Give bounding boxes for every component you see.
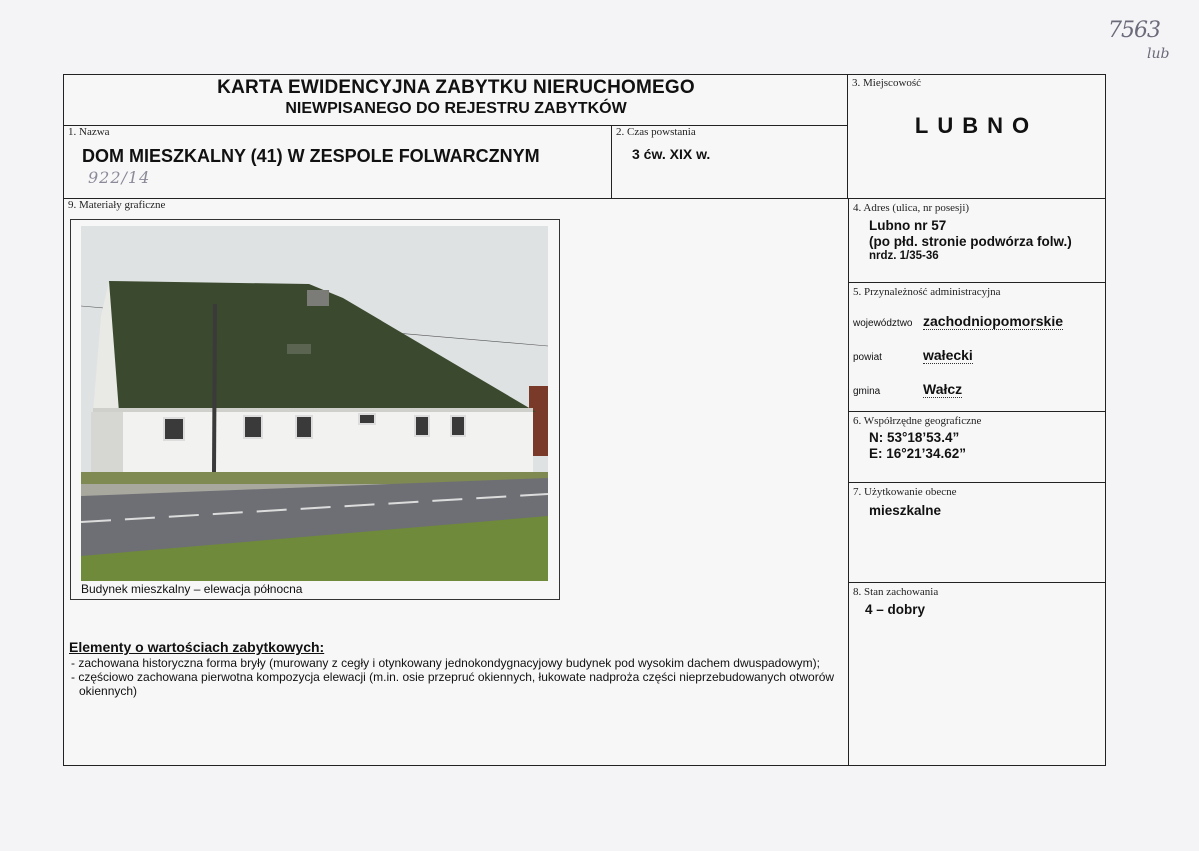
wspolrzedne-field (848, 412, 1105, 483)
gmina-value: Wałcz (923, 381, 963, 397)
card-title: KARTA EWIDENCYJNA ZABYTKU NIERUCHOMEGO (217, 77, 695, 98)
handwritten-initials: lub (1147, 46, 1170, 62)
gmina-label: gmina (853, 386, 881, 397)
przynaleznosc-field (848, 283, 1105, 412)
nazwa-field (64, 126, 612, 199)
przynaleznosc-label: 5. Przynależność administracyjna (853, 286, 1001, 298)
longitude-value: E: 16°21’34.62” (869, 446, 966, 461)
card-title-block (64, 75, 848, 126)
stan-value: 4 – dobry (865, 602, 926, 617)
czas-label: 2. Czas powstania (616, 126, 696, 138)
uzytkowanie-field (848, 483, 1105, 583)
wojewodztwo-label: województwo (853, 318, 913, 329)
latitude-value: N: 53°18’53.4” (869, 430, 960, 445)
czas-powstania-field (612, 126, 848, 199)
handwritten-number: 7563 (1108, 18, 1160, 43)
handwritten-inventory-number: 922/14 (88, 168, 151, 187)
powiat-row (853, 347, 973, 364)
czas-value: 3 ćw. XIX w. (632, 146, 711, 162)
gmina-row (853, 381, 962, 398)
materialy-label: 9. Materiały graficzne (68, 199, 166, 211)
elements-heading: Elementy o wartościach zabytkowych: (69, 639, 325, 655)
uzytkowanie-value: mieszkalne (869, 503, 942, 518)
wspolrzedne-label: 6. Współrzędne geograficzne (853, 415, 982, 427)
photo-caption: Budynek mieszkalny – elewacja północna (81, 582, 303, 596)
list-item: - częściowo zachowana pierwotna kompozycja elewacji (m.in. osie przepruć okiennych, łukowate nadproża części nieprzebudowanych otworów okiennych) (71, 670, 835, 698)
photo-frame (70, 219, 560, 600)
wojewodztwo-row (853, 313, 1063, 330)
elements-section (69, 640, 839, 698)
miejscowosc-label: 3. Miejscowość (852, 77, 922, 89)
wojewodztwo-value: zachodniopomorskie (923, 313, 1064, 329)
miejscowosc-value: LUBNO (914, 113, 1039, 138)
adres-label: 4. Adres (ulica, nr posesji) (853, 202, 970, 214)
building-photo-illustration (81, 226, 548, 581)
miejscowosc-field (848, 75, 1105, 199)
powiat-label: powiat (853, 352, 882, 363)
uzytkowanie-label: 7. Użytkowanie obecne (853, 486, 957, 498)
adres-line-3: nrdz. 1/35-36 (869, 250, 939, 262)
adres-line-1: Lubno nr 57 (869, 218, 947, 233)
nazwa-value: DOM MIESZKALNY (41) W ZESPOLE FOLWARCZNYM (82, 146, 540, 166)
building-photo (81, 226, 548, 581)
stan-label: 8. Stan zachowania (853, 586, 939, 598)
record-card (63, 74, 1106, 766)
powiat-value: wałecki (923, 347, 973, 363)
stan-zachowania-field (848, 583, 1105, 765)
nazwa-label: 1. Nazwa (68, 126, 110, 138)
list-item: - zachowana historyczna forma bryły (murowany z cegły i otynkowany jednokondygnacyjowy budynek pod wysokim dachem dwuspadowym); (71, 656, 821, 670)
adres-line-2: (po płd. stronie podwórza folw.) (869, 234, 1072, 249)
card-subtitle: NIEWPISANEGO DO REJESTRU ZABYTKÓW (285, 100, 627, 117)
adres-field (848, 199, 1105, 283)
